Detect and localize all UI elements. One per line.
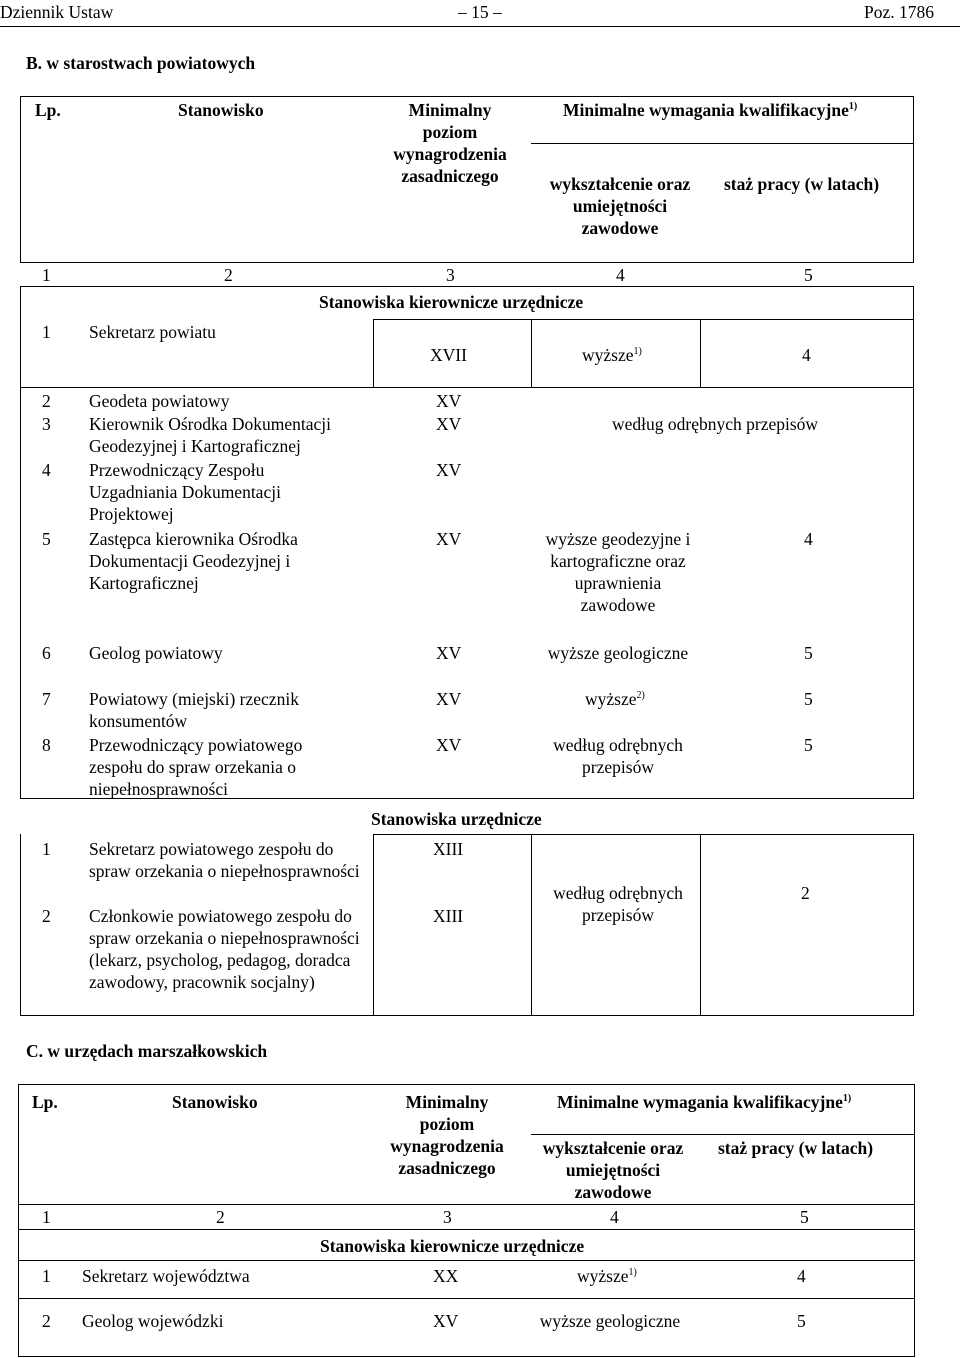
row-edu: wyższe$^{1)}$ — [582, 345, 642, 365]
colnum: 4 — [610, 1207, 619, 1227]
row-edu: wyższe geologiczne — [539, 1311, 681, 1331]
row-grade: XVII — [430, 345, 467, 365]
colnum: 5 — [804, 265, 813, 285]
row-lp: 4 — [42, 460, 51, 480]
row-lp: 1 — [42, 1266, 51, 1286]
row-lp: 2 — [42, 906, 51, 926]
row-stanowisko: Geolog wojewódzki — [82, 1311, 224, 1331]
colnum: 4 — [616, 265, 625, 285]
row-lp: 5 — [42, 529, 51, 549]
col-wyksztalcenie-header: wykształcenie oraz umiejętności zawodowe — [542, 1138, 684, 1202]
section-c-title: C. w urzędach marszałkowskich — [26, 1041, 268, 1061]
row-years: 5 — [797, 1311, 806, 1331]
row-lp: 7 — [42, 689, 51, 709]
row-grade: XIII — [433, 906, 464, 926]
row-grade: XIII — [433, 839, 464, 859]
row-stanowisko: Przewodniczący powiatowego zespołu do spraw orzekania o niepełnosprawności — [89, 735, 303, 799]
col-wyksztalcenie-header: wykształcenie oraz umiejętności zawodowe — [549, 174, 691, 238]
row-grade: XV — [436, 643, 462, 663]
row-lp: 6 — [42, 643, 51, 663]
row-edu: wyższe geodezyjne i kartograficzne oraz uprawnienia zawodowe — [545, 529, 691, 615]
col-stanowisko-header: Stanowisko — [172, 1092, 258, 1112]
col-staz-header: staż pracy (w latach) — [724, 174, 880, 194]
row-stanowisko: Geodeta powiatowy — [89, 391, 230, 411]
col-wymagania-header: Minimalne wymagania kwalifikacyjne$^{1)}$ — [563, 100, 858, 120]
row-grade: XV — [436, 460, 462, 480]
row-years: 5 — [804, 689, 813, 709]
row-grade: XV — [436, 529, 462, 549]
col-lp-header: Lp. — [35, 100, 61, 120]
row-lp: 1 — [42, 839, 51, 859]
col-staz-header: staż pracy (w latach) — [718, 1138, 874, 1158]
row-stanowisko: Sekretarz województwa — [82, 1266, 250, 1286]
row-stanowisko: Kierownik Ośrodka Dokumentacji Geodezyjnej i Kartograficznej — [89, 414, 332, 456]
group-urzednicze: Stanowiska urzędnicze — [371, 809, 542, 829]
section-b-title: B. w starostwach powiatowych — [26, 53, 256, 73]
journal-name: Dziennik Ustaw — [0, 2, 114, 22]
col-wymagania-header: Minimalne wymagania kwalifikacyjne$^{1)}$ — [557, 1092, 852, 1112]
position-number: Poz. 1786 — [864, 2, 934, 22]
row-stanowisko: Geolog powiatowy — [89, 643, 223, 663]
colnum: 1 — [42, 265, 51, 285]
row-stanowisko: Przewodniczący Zespołu Uzgadniania Dokumentacji Projektowej — [89, 460, 281, 524]
colnum: 3 — [446, 265, 455, 285]
row-years: 4 — [797, 1266, 806, 1286]
group-kierownicze: Stanowiska kierownicze urzędnicze — [320, 1236, 585, 1256]
col-stanowisko-header: Stanowisko — [178, 100, 264, 120]
row-grade: XV — [436, 391, 462, 411]
row-grade: XV — [436, 689, 462, 709]
row-grade: XV — [436, 414, 462, 434]
colnum: 5 — [800, 1207, 809, 1227]
group-kierownicze: Stanowiska kierownicze urzędnicze — [319, 292, 584, 312]
merged-requirements: według odrębnych przepisów — [612, 414, 819, 434]
row-years: 4 — [802, 345, 811, 365]
row-lp: 2 — [42, 391, 51, 411]
row-stanowisko: Powiatowy (miejski) rzecznik konsumentów — [89, 689, 299, 731]
header-rule — [0, 26, 960, 27]
row-lp: 3 — [42, 414, 51, 434]
row-edu: wyższe$^{2)}$ — [585, 689, 645, 709]
row-stanowisko: Sekretarz powiatu — [89, 322, 216, 342]
col-wynagrodzenie-header: Minimalny poziom wynagrodzenia zasadniczego — [393, 100, 507, 186]
row-lp: 8 — [42, 735, 51, 755]
row-lp: 1 — [42, 322, 51, 342]
colnum: 2 — [216, 1207, 225, 1227]
colnum: 1 — [42, 1207, 51, 1227]
rows2-years: 2 — [801, 883, 810, 903]
row-edu: wyższe$^{1)}$ — [577, 1266, 637, 1286]
colnum: 3 — [443, 1207, 452, 1227]
row-grade: XV — [433, 1311, 459, 1331]
row-lp: 2 — [42, 1311, 51, 1331]
col-lp-header: Lp. — [32, 1092, 58, 1112]
row-stanowisko: Zastępca kierownika Ośrodka Dokumentacji Geodezyjnej i Kartograficznej — [89, 529, 298, 593]
row-edu: według odrębnych przepisów — [553, 735, 683, 777]
colnum: 2 — [224, 265, 233, 285]
row-years: 5 — [804, 643, 813, 663]
col-wynagrodzenie-header: Minimalny poziom wynagrodzenia zasadniczego — [390, 1092, 504, 1178]
row-years: 4 — [804, 529, 813, 549]
page-number: – 15 – — [458, 2, 502, 22]
row-edu: wyższe geologiczne — [547, 643, 689, 663]
row-grade: XV — [436, 735, 462, 755]
row-stanowisko: Członkowie powiatowego zespołu do spraw orzekania o niepełnosprawności (lekarz, psycholog, pedagog, doradca zawodowy, pracownik socjalny) — [89, 906, 360, 992]
row-stanowisko: Sekretarz powiatowego zespołu do spraw orzekania o niepełnosprawności — [89, 839, 360, 881]
rows2-edu: według odrębnych przepisów — [553, 883, 683, 925]
row-grade: XX — [433, 1266, 459, 1286]
row-years: 5 — [804, 735, 813, 755]
